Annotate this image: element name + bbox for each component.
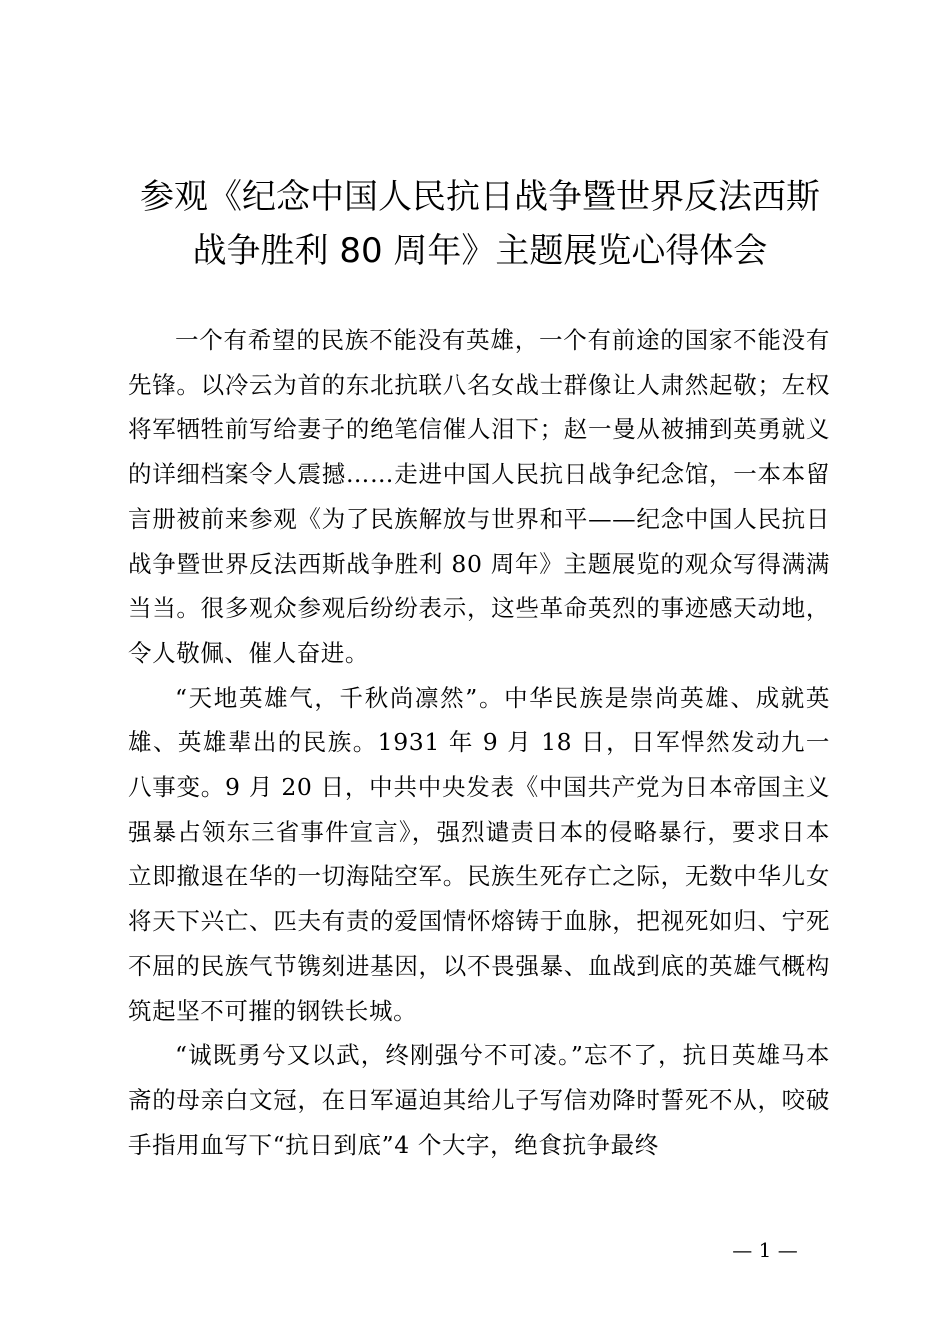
paragraph-2: “天地英雄气，千秋尚凛然”。中华民族是崇尚英雄、成就英雄、英雄辈出的民族。1931 年 9 月 18 日，日军悍然发动九一八事变。9 月 20 日，中共中央发表《中国共产党为日本帝国主义强暴占领东三省事件宣言》，强烈谴责日本的侵略暴行，要求日本立即撤退在华的一切海陆空军。民族生死存亡之际，无数中华儿女将天下兴亡、匹夫有责的爱国情怀熔铸于血脉，把视死如归、宁死不屈的民族气节镌刻进基因，以不畏强暴、血战到底的英雄气概构筑起坚不可摧的钢铁长城。 (128, 683, 830, 1025)
title-line-1: 参观《纪念中国人民抗日战争暨世界反法西斯 (140, 177, 820, 217)
paragraph-1: 一个有希望的民族不能没有英雄，一个有前途的国家不能没有先锋。以冷云为首的东北抗联八名女战士群像让人肃然起敬；左权将军牺牲前写给妻子的绝笔信催人泪下；赵一曼从被捕到英勇就义的详细档案令人震撼……走进中国人民抗日战争纪念馆，一本本留言册被前来参观《为了民族解放与世界和平——纪念中国人民抗日战争暨世界反法西斯战争胜利 80 周年》主题展览的观众写得满满当当。很多观众参观后纷纷表示，这些革命英烈的事迹感天动地，令人敬佩、催人奋进。 (128, 326, 830, 667)
paragraph-3: “诚既勇兮又以武，终刚强兮不可凌。”忘不了，抗日英雄马本斋的母亲白文冠，在日军逼迫其给儿子写信劝降时誓死不从，咬破手指用血写下“抗日到底”4 个大字，绝食抗争最终 (128, 1041, 830, 1159)
document-body (128, 318, 830, 1167)
page-number: — 1 — (732, 1238, 798, 1262)
document-title (100, 170, 860, 278)
title-line-2: 战争胜利 80 周年》主题展览心得体会 (192, 231, 768, 271)
